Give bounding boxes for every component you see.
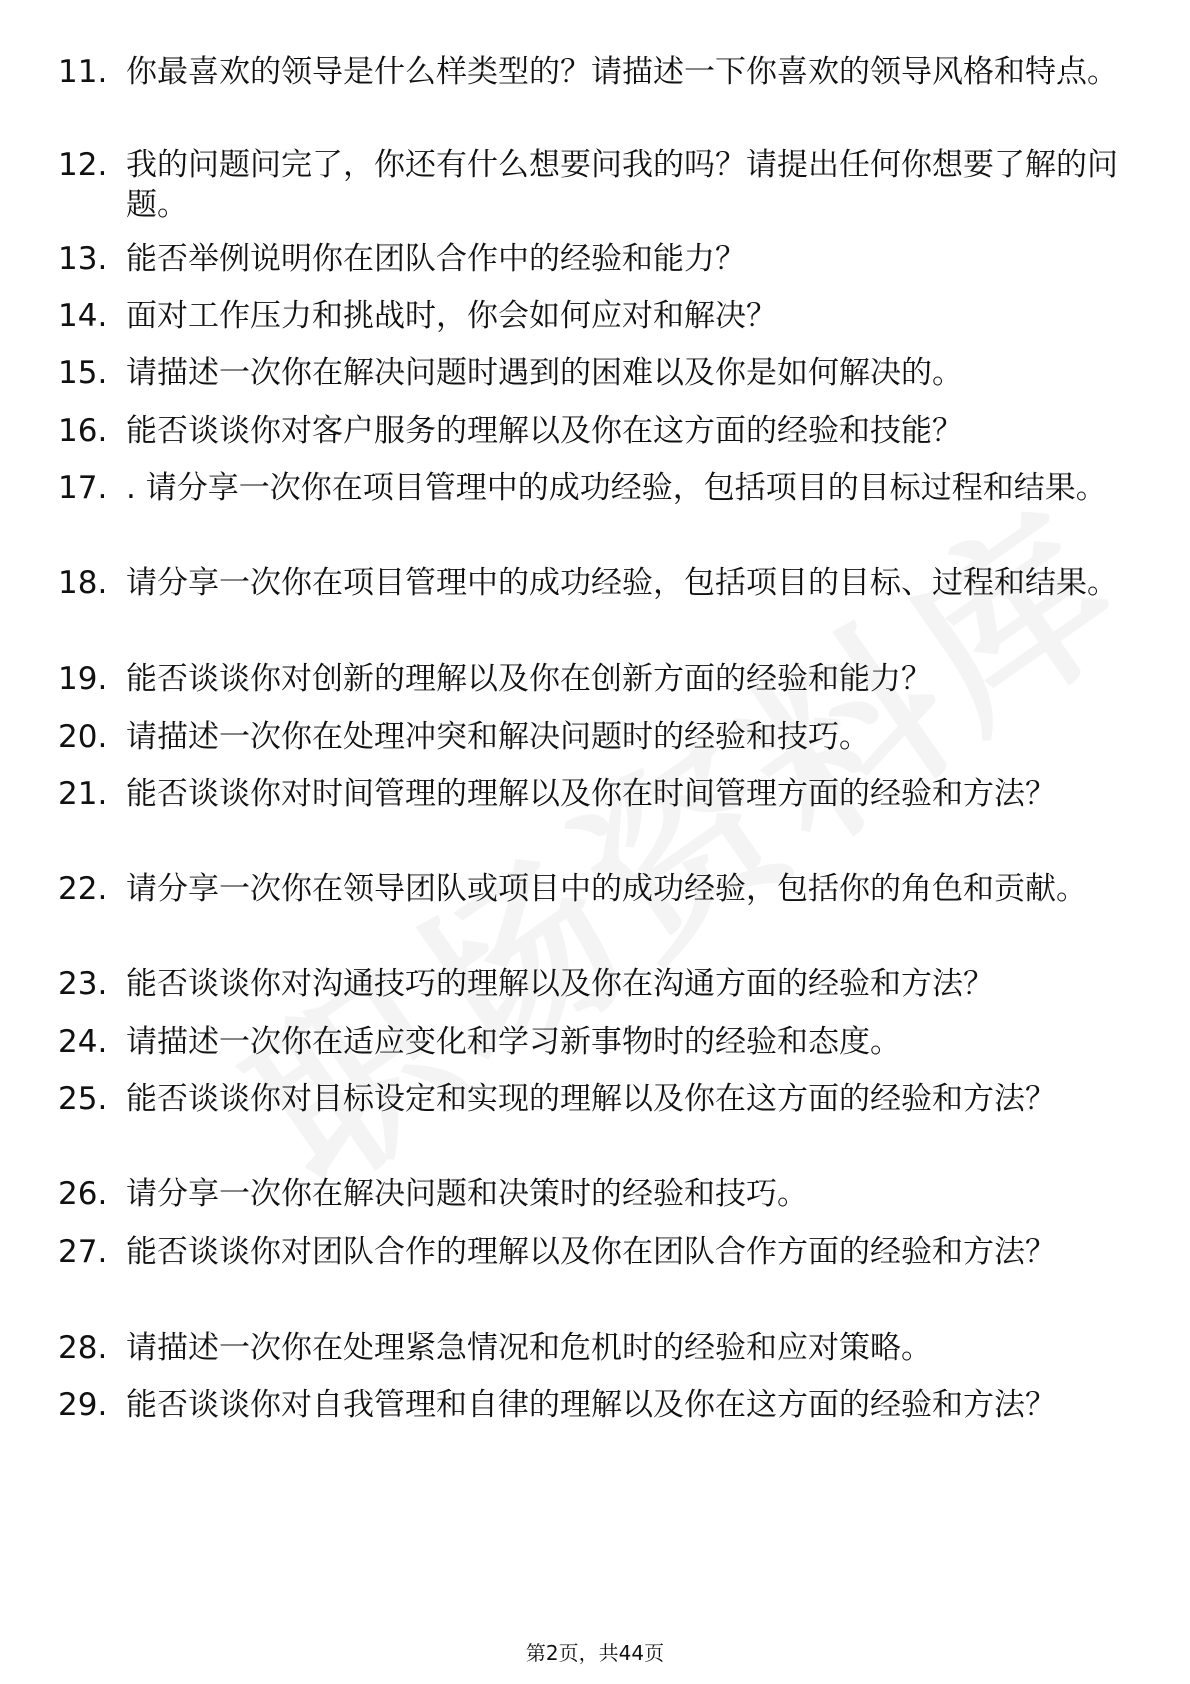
question-number: 21. [58,776,108,812]
question-number: 13. [58,241,108,277]
page-indicator: 第2页，共44页 [525,1641,665,1665]
question-text: 你最喜欢的领导是什么样类型的？请描述一下你喜欢的领导风格和特点。 [126,54,1118,90]
question-number: 18. [58,565,108,601]
question-text: 能否谈谈你对客户服务的理解以及你在这方面的经验和技能？ [126,413,963,449]
question-text: 能否谈谈你对时间管理的理解以及你在时间管理方面的经验和方法？ [126,776,1056,812]
question-number: 14. [58,298,108,334]
question-number: 19. [58,661,108,697]
question-number: 11. [58,54,108,90]
question-text: 能否谈谈你对创新的理解以及你在创新方面的经验和能力？ [126,661,932,697]
question-text: 请描述一次你在解决问题时遇到的困难以及你是如何解决的。 [126,355,963,391]
question-text: 请分享一次你在领导团队或项目中的成功经验，包括你的角色和贡献。 [126,871,1087,907]
question-text: 请描述一次你在处理紧急情况和危机时的经验和应对策略。 [126,1330,932,1366]
question-number: 25. [58,1081,108,1117]
question-number: 16. [58,413,108,449]
question-number: 23. [58,966,108,1002]
question-number: 26. [58,1176,108,1212]
question-text: 请分享一次你在项目管理中的成功经验，包括项目的目标、过程和结果。 [126,565,1118,601]
question-text: 我的问题问完了，你还有什么想要问我的吗？请提出任何你想要了解的问题。 [126,147,1118,223]
question-text: . 请分享一次你在项目管理中的成功经验，包括项目的目标过程和结果。 [126,470,1107,506]
question-text: 能否谈谈你对沟通技巧的理解以及你在沟通方面的经验和方法？ [126,966,994,1002]
question-number: 24. [58,1024,108,1060]
question-text: 能否谈谈你对团队合作的理解以及你在团队合作方面的经验和方法？ [126,1234,1056,1270]
question-number: 20. [58,719,108,755]
question-number: 12. [58,147,108,183]
question-number: 28. [58,1330,108,1366]
question-text: 能否谈谈你对自我管理和自律的理解以及你在这方面的经验和方法？ [126,1387,1056,1423]
question-number: 15. [58,355,108,391]
question-number: 22. [58,871,108,907]
question-number: 29. [58,1387,108,1423]
question-number: 17. [58,470,108,506]
question-number: 27. [58,1234,108,1270]
question-text: 请描述一次你在处理冲突和解决问题时的经验和技巧。 [126,719,870,755]
question-text: 请描述一次你在适应变化和学习新事物时的经验和态度。 [126,1024,901,1060]
question-text: 能否谈谈你对目标设定和实现的理解以及你在这方面的经验和方法？ [126,1081,1056,1117]
question-text: 能否举例说明你在团队合作中的经验和能力？ [126,241,746,277]
question-text: 面对工作压力和挑战时，你会如何应对和解决？ [126,298,777,334]
question-text: 请分享一次你在解决问题和决策时的经验和技巧。 [126,1176,808,1212]
